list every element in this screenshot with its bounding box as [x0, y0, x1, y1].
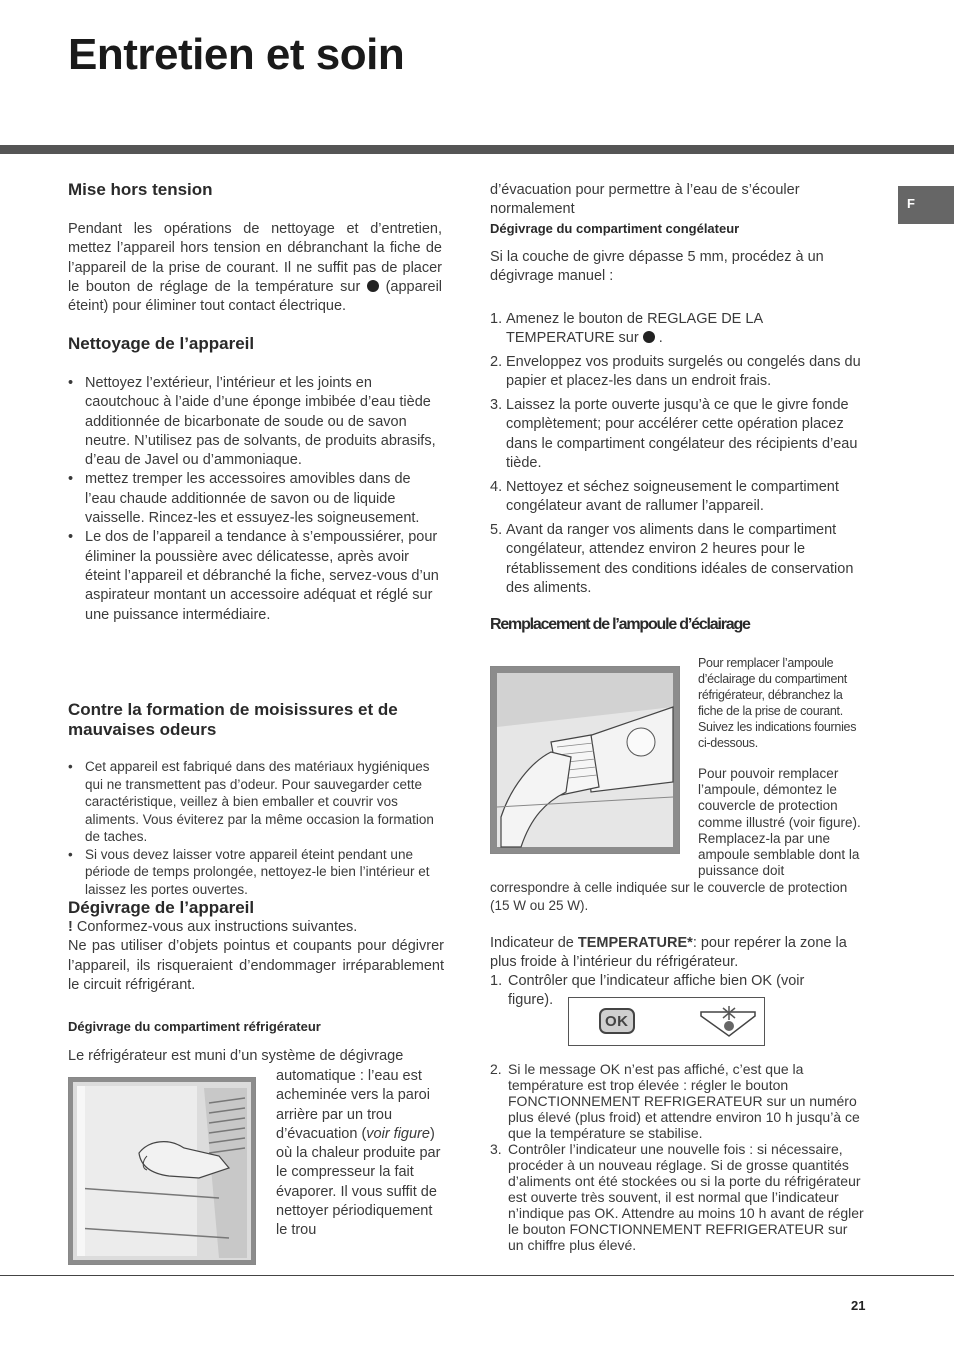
ok-indicator-label: OK [605, 1013, 629, 1030]
page-title: Entretien et soin [68, 30, 405, 79]
nettoyage-list [68, 374, 445, 625]
fridge-defrost-figure [68, 1077, 256, 1265]
list-item: 2. Enveloppez vos produits surgelés ou congelés dans du papier et placez-les dans un endroit frais. [490, 354, 861, 390]
list-item: • Si vous devez laisser votre appareil éteint pendant une période de temps prolongée, nettoyez-le bien l’intérieur et laissez les portes ouvertes. [68, 846, 446, 899]
list-item: • Le dos de l’appareil a tendance à s’empoussiérer, pour éliminer la poussière avec délicatesse, après avoir éteint l’appareil et débranché la fiche, servez-vous d’un aspirateur montant un accessoire adéquat et réglé sur une puissance intermédiaire. [68, 528, 445, 624]
off-position-dot-icon [367, 280, 379, 292]
bulb-replacement-figure [490, 666, 680, 854]
congelateur-intro: Si la couche de givre dépasse 5 mm, procédez à un dégivrage manuel : [490, 249, 824, 285]
indicateur-intro: Indicateur de TEMPERATURE*: pour repérer la zone la plus froide à l’intérieur du réfrigérateur. [490, 935, 847, 971]
indicateur-step-3: 3. Contrôler l’indicateur une nouvelle fois : si nécessaire, procéder à un nouveau réglage. Si de grosse quantités d’aliments ont été stockées ou si la porte du réfrigérateur est ouverte très souvent, il est normal que l’indicateur n’indique pas OK. Attendre au moins 10 h avant de régler le bouton FONCTIONNEMENT REFRIGERATEUR sur un chiffre plus élevé. [490, 1141, 864, 1253]
language-tab-label: F [907, 196, 915, 211]
off-position-dot-icon [643, 331, 655, 343]
list-item: 5. Avant da ranger vos aliments dans le compartiment congélateur, attendez environ 2 heures pour le rétablissement des conditions idéales de conservation des aliments. [490, 521, 854, 596]
mise-hors-tension-text-b: (appareil éteint) pour éliminer tout contact électrique. [68, 278, 443, 315]
moisissures-list [68, 758, 446, 898]
header-divider-bar [0, 145, 954, 154]
page-number: 21 [851, 1298, 866, 1313]
mise-hors-tension-text-a: Pendant les opérations de nettoyage et d’entretien, mettez l’appareil hors tension en débranchant la fiche de l’appareil de la prise de courant. Il ne suffit pas de placer le bouton de réglage de la température sur [68, 221, 442, 295]
ampoule-side-text-2: Pour pouvoir remplacer l’ampoule, démontez le couvercle de protection comme illustré (voir figure). Remplacez-la par une ampoule semblable dont la puissance doit [698, 766, 861, 879]
list-item: • Cet appareil est fabriqué dans des matériaux hygiéniques qui ne transmettent pas d’odeur. Pour sauvegarder cette caractéristique, veillez à bien emballer et couvrir vos aliments. Vous éviterez par la même occasion la formation de taches. [68, 758, 446, 846]
subheading-refrigerateur: Dégivrage du compartiment réfrigérateur [68, 1019, 321, 1034]
indicateur-step-1: 1. Contrôler que l’indicateur affiche bien OK (voir figure). [490, 973, 805, 1009]
section-heading-ampoule: Remplacement de l’ampoule d’éclairage [490, 616, 750, 633]
fridge-defrost-illustration [69, 1078, 255, 1264]
refrig-text-line1: Le réfrigérateur est muni d’un système de dégivrage [68, 1048, 404, 1064]
indicateur-step-2: 2. Si le message OK n’est pas affiché, c’est que la température est trop élevée : régler le bouton FONCTIONNEMENT REFRIGERATEUR sur un numéro plus élevé (plus froid) et attendre environ 10 h jusqu’à ce que la température se stabilise. [490, 1061, 860, 1141]
degivrage-warning-text: Conformez-vous aux instructions suivantes. [76, 919, 358, 935]
list-item: 4. Nettoyez et séchez soigneusement le compartiment congélateur avant de rallumer l’appareil. [490, 478, 839, 515]
warning-mark-icon: ! [68, 919, 73, 935]
refrig-text-continued: d’évacuation pour permettre à l’eau de s’écouler normalement [490, 182, 800, 218]
subheading-congelateur: Dégivrage du compartiment congélateur [490, 221, 740, 236]
congelateur-steps [490, 310, 870, 603]
section-heading-degivrage: Dégivrage de l’appareil [68, 898, 255, 917]
list-item: • Nettoyez l’extérieur, l’intérieur et les joints en caoutchouc à l’aide d’une éponge imbibée d’eau tiède additionnée de bicarbonate de soude ou de savon neutre. N’utilisez pas de solvants, de produits abrasifs, d’eau de Javel ou d’ammoniaque. [68, 374, 445, 470]
ok-indicator-window [599, 1008, 635, 1034]
temperature-indicator-figure [568, 997, 765, 1046]
section-heading-moisissures: Contre la formation de moisissures et de mauvaises odeurs [68, 700, 398, 739]
refrig-text-column [276, 1067, 442, 1241]
snowflake-zone-icon [697, 1004, 759, 1040]
refrig-text-b: ) où la chaleur produite par le compresseur la fait évaporer. Il vous suffit de nettoyer périodiquement le trou [276, 1125, 441, 1239]
degivrage-warning [68, 918, 444, 995]
ampoule-side-text-1: Pour remplacer l’ampoule d’éclairage du compartiment réfrigérateur, débranchez la fiche de la prise de courant. Suivez les indications fournies ci-dessous. [698, 656, 857, 750]
list-item: • mettez tremper les accessoires amovibles dans de l’eau chaude additionnée de savon ou de liquide vaisselle. Rincez-les et essuyez-les soigneusement. [68, 470, 445, 528]
bulb-replacement-illustration [491, 667, 679, 853]
degivrage-text: Ne pas utiliser d’objets pointus et coupants pour dégivrer l’appareil, ils risqueraient d’endommager irréparablement le circuit réfrigérant. [68, 938, 444, 993]
indicateur-label-bold: TEMPERATURE* [577, 935, 693, 951]
section-heading-nettoyage: Nettoyage de l’appareil [68, 334, 255, 353]
footer-divider [0, 1275, 954, 1276]
refrig-text-a: automatique : l’eau est acheminée vers la paroi arrière par un trou d’évacuation ( [276, 1068, 430, 1142]
ampoule-text-continued: correspondre à celle indiquée sur le couvercle de protection (15 W ou 25 W). [490, 880, 848, 913]
mise-hors-tension-text [68, 220, 442, 316]
list-item: 1. Amenez le bouton de REGLAGE DE LA TEMPERATURE sur . [490, 311, 763, 347]
section-heading-mise-hors-tension: Mise hors tension [68, 180, 213, 199]
refrig-text-italic: voir figure [366, 1125, 430, 1142]
language-tab [898, 186, 954, 224]
list-item: 3. Laissez la porte ouverte jusqu’à ce que le givre fonde complètement; pour accélérer cette opération placez dans le compartiment congélateur des récipients d’eau tiède. [490, 397, 858, 472]
